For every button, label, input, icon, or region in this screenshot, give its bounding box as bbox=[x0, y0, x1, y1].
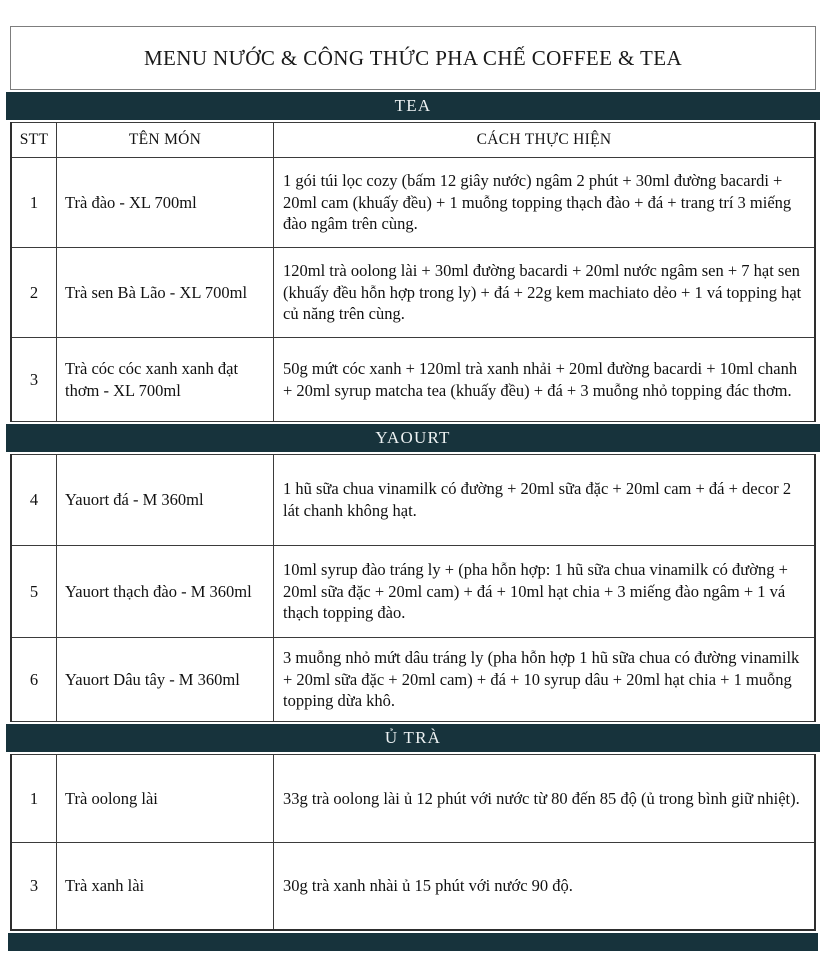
row-stt: 1 bbox=[12, 158, 57, 247]
column-header-name: TÊN MÓN bbox=[57, 123, 274, 157]
table-header-row bbox=[12, 122, 814, 158]
row-method: 30g trà xanh nhài ủ 15 phút với nước 90 độ. bbox=[283, 876, 573, 896]
row-method: 10ml syrup đào tráng ly + (pha hỗn hợp: 1 hũ sữa chua vinamilk có đường + 20ml sữa đặc + 20ml cam) + đá + 10ml hạt chia + 3 miếng đào ngâm + 1 vá thạch topping đào. bbox=[283, 559, 788, 623]
row-stt: 2 bbox=[12, 248, 57, 337]
bottom-divider-bar bbox=[8, 933, 818, 951]
row-name: Yauort đá - M 360ml bbox=[57, 455, 274, 545]
section-header-tea: TEA bbox=[6, 92, 820, 120]
row-method: 50g mứt cóc xanh + 120ml trà xanh nhải + 20ml đường bacardi + 10ml chanh + 20ml syrup matcha tea (khuấy đều) + đá + 3 muỗng nhỏ topping đác thơm. bbox=[283, 358, 798, 400]
row-name: Trà cóc cóc xanh xanh đạt thơm - XL 700ml bbox=[57, 338, 274, 421]
row-name: Trà sen Bà Lão - XL 700ml bbox=[57, 248, 274, 337]
table-row bbox=[12, 638, 814, 722]
table-row bbox=[12, 754, 814, 843]
row-stt: 6 bbox=[12, 638, 57, 721]
row-stt: 1 bbox=[12, 755, 57, 842]
menu-table bbox=[10, 454, 816, 722]
row-name: Trà xanh lài bbox=[57, 843, 274, 929]
menu-table bbox=[10, 754, 816, 931]
table-row bbox=[12, 248, 814, 338]
row-method: 1 gói túi lọc cozy (bấm 12 giây nước) ngâm 2 phút + 30ml đường bacardi + 20ml cam (khuấy đều) + 1 muỗng topping thạch đào + đá + trang trí 3 miếng đào ngâm trên cùng. bbox=[283, 170, 792, 234]
row-name: Trà đào - XL 700ml bbox=[57, 158, 274, 247]
row-name: Trà oolong lài bbox=[57, 755, 274, 842]
menu-table bbox=[10, 122, 816, 422]
row-name: Yauort thạch đào - M 360ml bbox=[57, 546, 274, 637]
row-stt: 5 bbox=[12, 546, 57, 637]
row-method: 3 muỗng nhỏ mứt dâu tráng ly (pha hỗn hợp 1 hũ sữa chua có đường vinamilk + 20ml sữa đặc + 20ml cam) + đá + 10 syrup dâu + 20ml hạt chia + 1 muỗng topping dừa khô. bbox=[283, 647, 800, 711]
table-row bbox=[12, 338, 814, 422]
table-row bbox=[12, 454, 814, 546]
page-title: MENU NƯỚC & CÔNG THỨC PHA CHẾ COFFEE & TEA bbox=[10, 26, 816, 90]
row-method: 1 hũ sữa chua vinamilk có đường + 20ml sữa đặc + 20ml cam + đá + decor 2 lát chanh không hạt. bbox=[283, 479, 792, 520]
row-stt: 3 bbox=[12, 338, 57, 421]
column-header-stt: STT bbox=[12, 123, 57, 157]
table-row bbox=[12, 843, 814, 931]
row-method: 120ml trà oolong lài + 30ml đường bacardi + 20ml nước ngâm sen + 7 hạt sen (khuấy đều hỗn hợp trong ly) + đá + 22g kem machiato dẻo + 1 vá topping hạt củ năng trên cùng. bbox=[283, 260, 802, 324]
section-header-u-tra: Ủ TRÀ bbox=[6, 724, 820, 752]
column-header-method: CÁCH THỰC HIỆN bbox=[476, 130, 612, 148]
row-stt: 4 bbox=[12, 455, 57, 545]
table-row bbox=[12, 158, 814, 248]
row-method: 33g trà oolong lài ủ 12 phút với nước từ 80 đến 85 độ (ủ trong bình giữ nhiệt). bbox=[283, 788, 800, 808]
row-name: Yauort Dâu tây - M 360ml bbox=[57, 638, 274, 721]
row-stt: 3 bbox=[12, 843, 57, 929]
section-header-yaourt: YAOURT bbox=[6, 424, 820, 452]
table-row bbox=[12, 546, 814, 638]
